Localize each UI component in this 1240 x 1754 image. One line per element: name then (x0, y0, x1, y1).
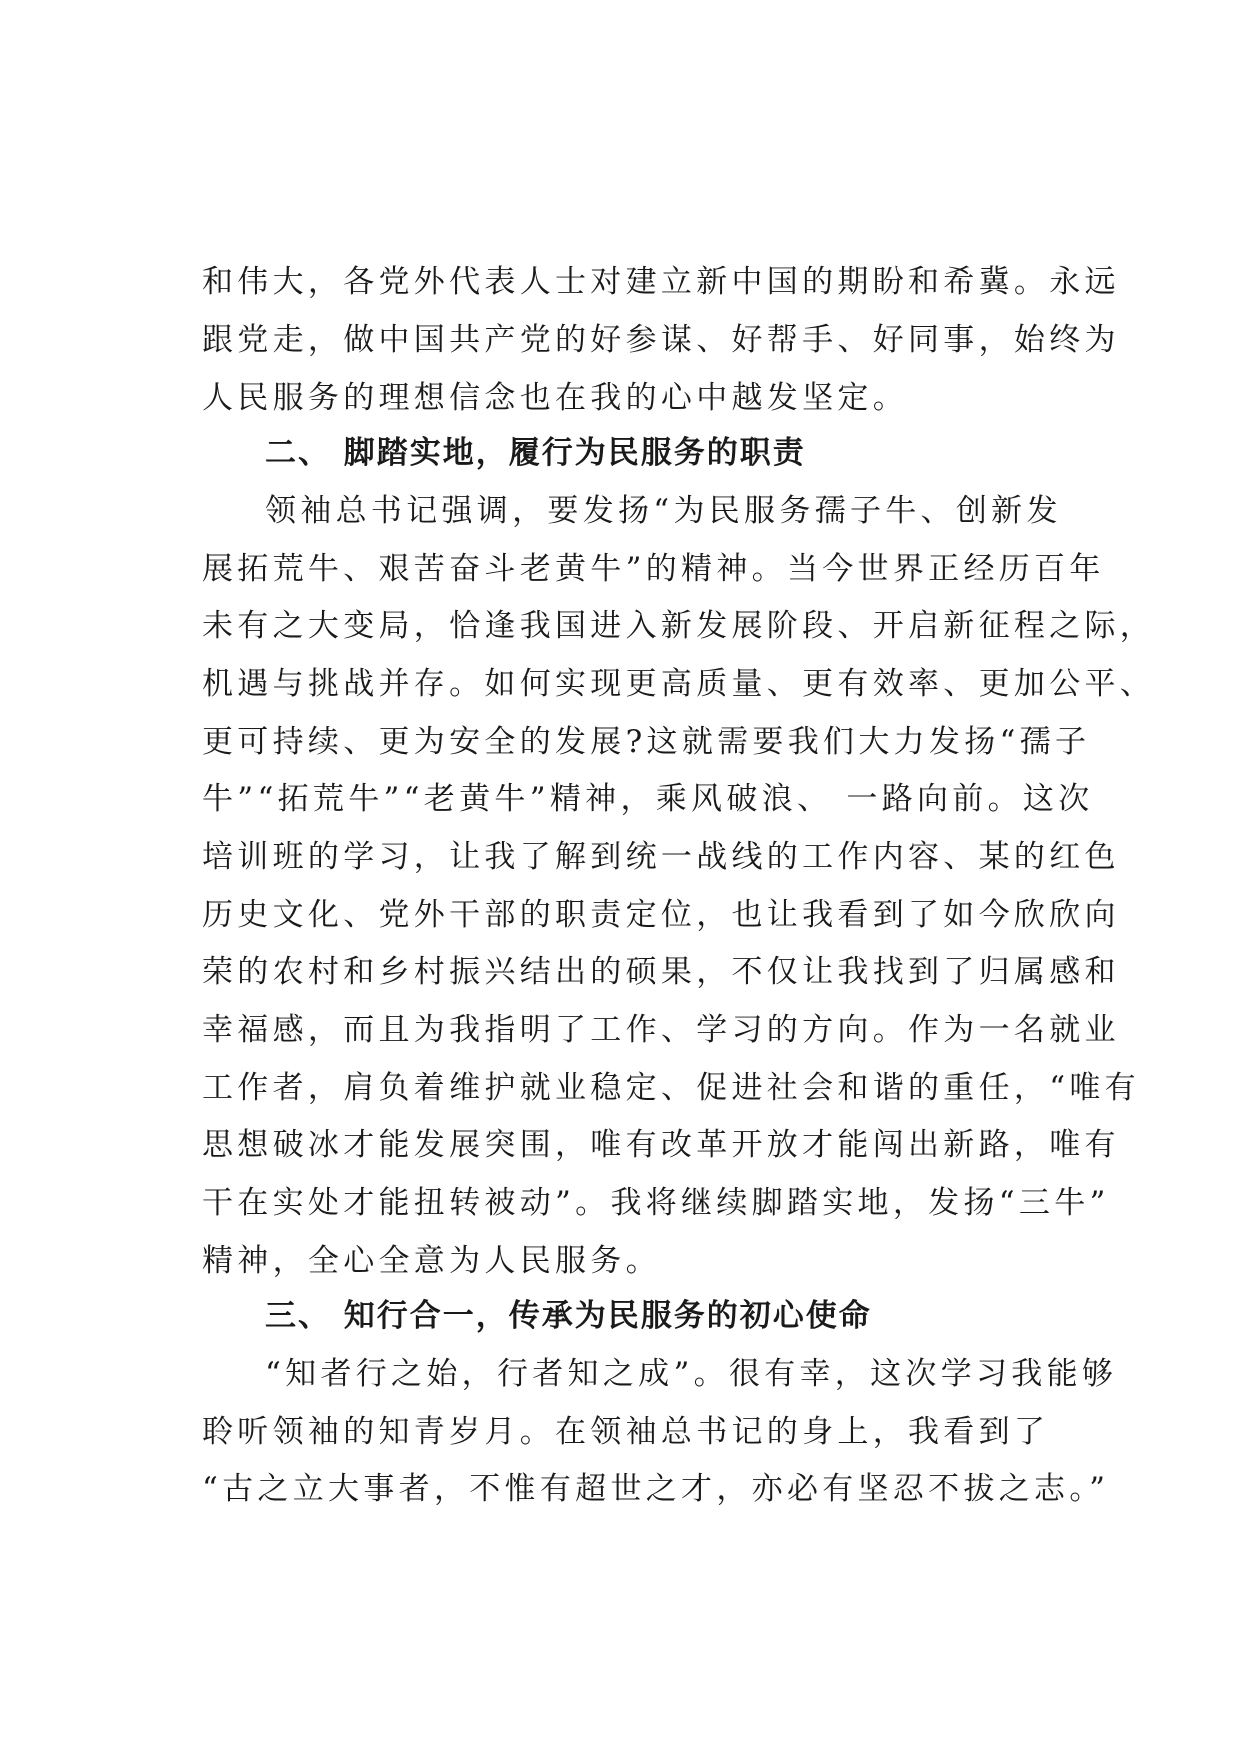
paragraph-line: 聆听领袖的知青岁月。在领袖总书记的身上，我看到了 (202, 1414, 1050, 1450)
paragraph-line: 培训班的学习，让我了解到统一战线的工作内容、某的红色 (202, 839, 1120, 875)
paragraph-line: 未有之大变局，恰逢我国进入新发展阶段、开启新征程之际， (202, 608, 1156, 644)
paragraph-line: 人民服务的理想信念也在我的心中越发坚定。 (202, 380, 908, 416)
paragraph-line: “古之立大事者，不惟有超世之才，亦必有坚忍不拔之志。” (202, 1471, 1110, 1507)
paragraph-line: 和伟大，各党外代表人士对建立新中国的期盼和希冀。永远 (202, 264, 1120, 300)
paragraph-line: 干在实处才能扭转被动”。我将继续脚踏实地，发扬“三牛” (202, 1185, 1110, 1221)
paragraph-line: 思想破冰才能发展突围，唯有改革开放才能闯出新路，唯有 (202, 1127, 1120, 1163)
paragraph-line: 历史文化、党外干部的职责定位，也让我看到了如今欣欣向 (202, 897, 1120, 933)
paragraph-line: 领袖总书记强调，要发扬“为民服务孺子牛、创新发 (265, 493, 1062, 529)
paragraph-line: 机遇与挑战并存。如何实现更高质量、更有效率、更加公平、 (202, 666, 1156, 702)
paragraph-line: 荣的农村和乡村振兴结出的硕果，不仅让我找到了归属感和 (202, 954, 1120, 990)
paragraph-line: 牛”“拓荒牛”“老黄牛”精神，乘风破浪、 一路向前。这次 (202, 781, 1094, 817)
paragraph-line: 跟党走，做中国共产党的好参谋、好帮手、好同事，始终为 (202, 322, 1120, 358)
paragraph-line: 幸福感，而且为我指明了工作、学习的方向。作为一名就业 (202, 1012, 1120, 1048)
paragraph-line: 展拓荒牛、艰苦奋斗老黄牛”的精神。当今世界正经历百年 (202, 551, 1105, 587)
paragraph-line: “知者行之始，行者知之成”。很有幸，这次学习我能够 (265, 1356, 1118, 1392)
section-heading-2: 二、 脚踏实地，履行为民服务的职责 (265, 435, 806, 471)
paragraph-line: 工作者，肩负着维护就业稳定、促进社会和谐的重任，“唯有 (202, 1070, 1140, 1106)
paragraph-line: 更可持续、更为安全的发展?这就需要我们大力发扬“孺子 (202, 724, 1091, 760)
section-heading-3: 三、 知行合一，传承为民服务的初心使命 (265, 1298, 872, 1334)
paragraph-line: 精神，全心全意为人民服务。 (202, 1243, 661, 1279)
